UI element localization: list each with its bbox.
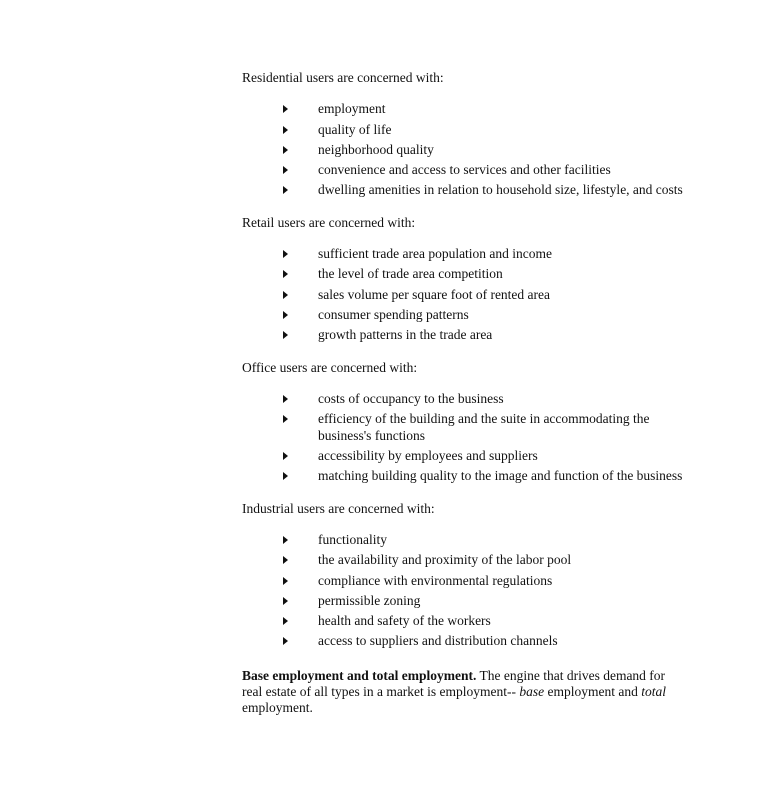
triangle-bullet-icon [283, 331, 288, 339]
triangle-bullet-icon [283, 311, 288, 319]
list-item [280, 286, 700, 303]
triangle-bullet-icon [283, 105, 288, 113]
list-item [280, 572, 700, 589]
list-item-text: consumer spending patterns [318, 307, 469, 322]
list-item-text: quality of life [318, 122, 392, 137]
triangle-bullet-icon [283, 126, 288, 134]
list-item-text: costs of occupancy to the business [318, 391, 504, 406]
triangle-bullet-icon [283, 186, 288, 194]
triangle-bullet-icon [283, 291, 288, 299]
list-item-text: convenience and access to services and other facilities [318, 162, 611, 177]
list-item [280, 245, 700, 262]
triangle-bullet-icon [283, 395, 288, 403]
list-item-text: efficiency of the building and the suite in accommodating the business's functions [318, 411, 650, 443]
triangle-bullet-icon [283, 250, 288, 258]
triangle-bullet-icon [283, 597, 288, 605]
list-item [280, 326, 700, 343]
list-item [280, 467, 700, 484]
list-item-text: growth patterns in the trade area [318, 327, 493, 342]
triangle-bullet-icon [283, 617, 288, 625]
list-item-text: matching building quality to the image and function of the business [318, 468, 683, 483]
list-item [280, 632, 700, 649]
paragraph-italic-base: base [519, 684, 545, 699]
list-item [280, 592, 700, 609]
triangle-bullet-icon [283, 637, 288, 645]
list-item [280, 410, 700, 444]
list-item-text: accessibility by employees and suppliers [318, 448, 538, 463]
list-item-text: the level of trade area competition [318, 266, 503, 281]
employment-paragraph [242, 668, 687, 716]
paragraph-italic-total: total [641, 684, 667, 699]
list-item-text: neighborhood quality [318, 142, 434, 157]
list-item [280, 181, 700, 198]
list-item [280, 100, 700, 117]
list-item-text: the availability and proximity of the labor pool [318, 552, 572, 567]
paragraph-heading: Base employment and total employment. [242, 668, 477, 683]
residential-intro: Residential users are concerned with: [242, 70, 444, 85]
list-item [280, 551, 700, 568]
triangle-bullet-icon [283, 270, 288, 278]
paragraph-text: The engine that drives demand for real estate of all types in a market is employment-- [242, 668, 666, 699]
retail-intro: Retail users are concerned with: [242, 215, 416, 230]
list-item-text: sales volume per square foot of rented area [318, 287, 551, 302]
list-item-text: sufficient trade area population and income [318, 246, 553, 261]
triangle-bullet-icon [283, 166, 288, 174]
list-item [280, 390, 700, 407]
list-item-text: permissible zoning [318, 593, 421, 608]
triangle-bullet-icon [283, 452, 288, 460]
industrial-intro: Industrial users are concerned with: [242, 501, 435, 516]
list-item [280, 121, 700, 138]
triangle-bullet-icon [283, 472, 288, 480]
list-item [280, 141, 700, 158]
triangle-bullet-icon [283, 415, 288, 423]
triangle-bullet-icon [283, 536, 288, 544]
list-item-text: dwelling amenities in relation to household size, lifestyle, and costs [318, 182, 683, 197]
list-item [280, 161, 700, 178]
triangle-bullet-icon [283, 556, 288, 564]
list-item-text: health and safety of the workers [318, 613, 491, 628]
list-item [280, 265, 700, 282]
triangle-bullet-icon [283, 577, 288, 585]
triangle-bullet-icon [283, 146, 288, 154]
list-item-text: compliance with environmental regulations [318, 573, 553, 588]
list-item [280, 531, 700, 548]
list-item-text: functionality [318, 532, 387, 547]
office-intro: Office users are concerned with: [242, 360, 418, 375]
paragraph-text: employment and [544, 684, 642, 699]
list-item-text: access to suppliers and distribution channels [318, 633, 558, 648]
paragraph-text: employment. [242, 700, 313, 715]
list-item [280, 306, 700, 323]
list-item [280, 447, 700, 464]
list-item-text: employment [318, 101, 386, 116]
list-item [280, 612, 700, 629]
